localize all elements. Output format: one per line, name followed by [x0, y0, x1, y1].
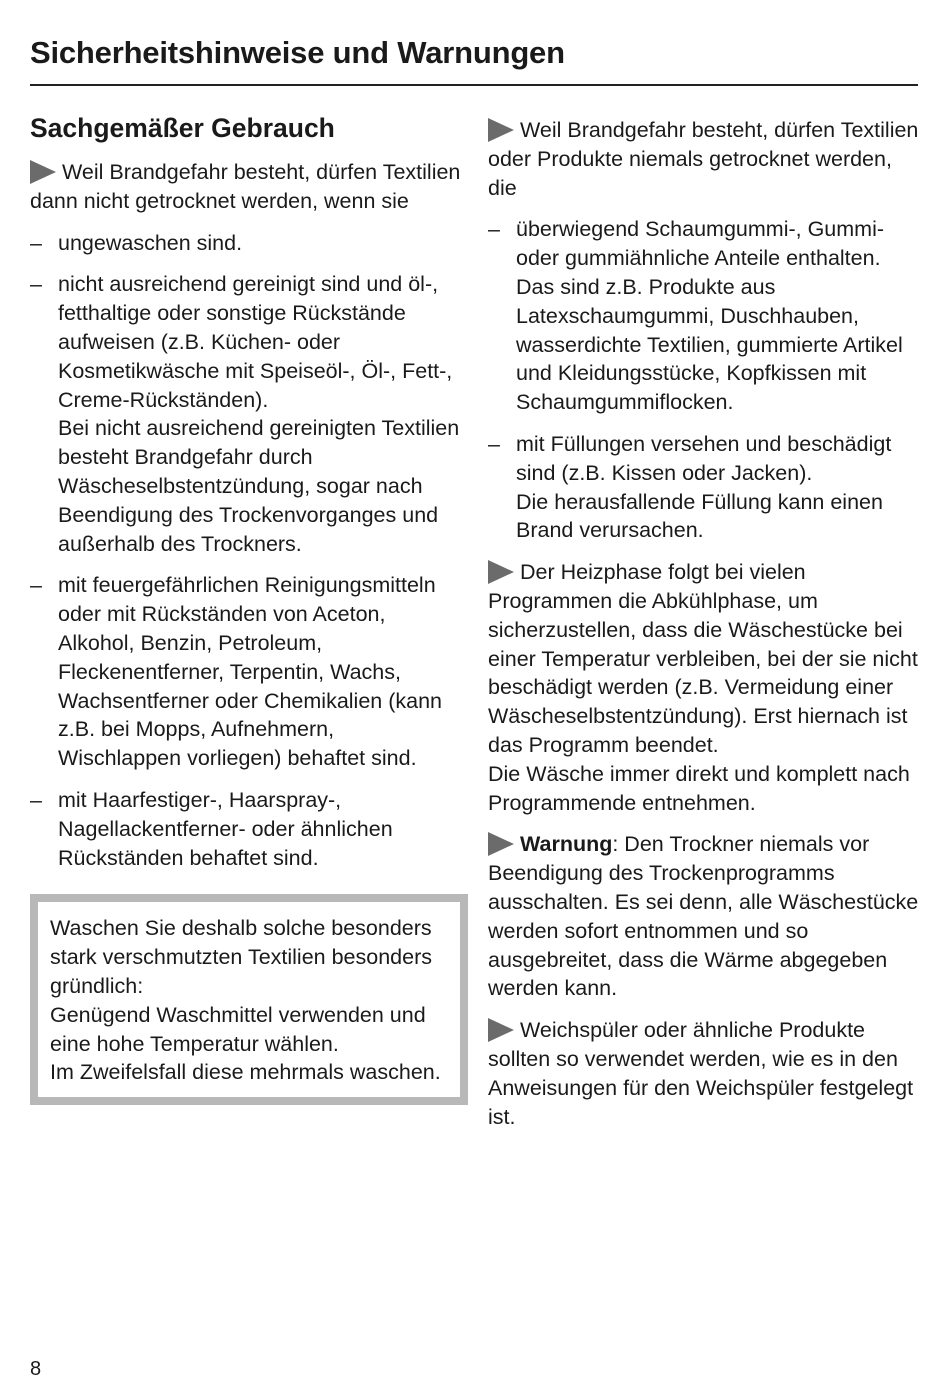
list-item	[30, 571, 462, 773]
right-column	[488, 116, 920, 1144]
list-item-text: mit feuergefährlichen Reinigungsmitteln oder mit Rückständen von Aceton, Alkohol, Benzin, Petroleum, Fleckenentferner, Terpentin, Wachs, Wachsentferner oder Chemikalien (kann z.B. bei Mopps, Aufnehmern, Wischlappen vorliegen) behaftet sind.	[58, 573, 442, 771]
condition-list	[30, 229, 462, 873]
list-item-text: mit Füllungen versehen und beschädigt sind (z.B. Kissen oder Jacken).	[516, 431, 892, 485]
notice-line: Genügend Waschmittel verwenden und eine hohe Temperatur wählen.	[50, 1002, 426, 1056]
warning-paragraph-switch-off	[488, 830, 920, 1003]
warning-label: Warnung	[520, 832, 613, 857]
warning-text: Weichspüler oder ähnliche Produkte sollten so verwendet werden, wie es in den Anweisungen für den Weichspüler festgelegt ist.	[488, 1018, 914, 1129]
page-number: 8	[30, 1358, 42, 1380]
left-column	[30, 112, 462, 1105]
dash-marker: –	[30, 573, 42, 598]
list-item-note: Die herausfallende Füllung kann einen Brand verursachen.	[516, 489, 883, 543]
triangle-arrow-icon	[488, 118, 514, 142]
notice-line: Im Zweifelsfall diese mehrmals waschen.	[50, 1060, 441, 1085]
notice-box	[30, 894, 468, 1105]
triangle-arrow-icon	[30, 160, 56, 184]
warning-text: Der Heizphase folgt bei vielen Programmen die Abkühlphase, um sicherzustellen, dass die Wäschestücke bei einer Temperatur verbleiben, bei der sie nicht beschädigt werden (z.B. Vermeidung einer Wäscheselbstentzündung). Erst hiernach ist das Programm beendet.	[488, 560, 918, 757]
notice-line: Waschen Sie deshalb solche besonders stark verschmutzten Textilien besonders gründlich:	[50, 916, 433, 998]
warning-paragraph-cooling	[488, 558, 920, 817]
warning-paragraph-intro	[30, 158, 462, 216]
section-heading: Sachgemäßer Gebrauch	[30, 113, 335, 143]
list-item-note: Bei nicht ausreichend gereinigten Textilien besteht Brandgefahr durch Wäscheselbstentzündung, sogar nach Beendigung des Trockenvorganges und außerhalb des Trockners.	[58, 416, 460, 556]
warning-paragraph-softener	[488, 1016, 920, 1131]
dash-marker: –	[30, 230, 42, 255]
list-item-text: überwiegend Schaumgummi-, Gummi- oder gummiähnliche Anteile enthalten. Das sind z.B. Produkte aus Latexschaumgummi, Duschhauben, wasserdichte Textilien, gummierte Artikel und Kleidungsstücke, Kopfkissen mit Schaumgummiflocken.	[516, 217, 903, 415]
dash-marker: –	[30, 272, 42, 297]
list-item-text: mit Haarfestiger-, Haarspray-, Nagellackentferner- oder ähnlichen Rückständen behaftet sind.	[58, 787, 393, 870]
list-item-text: nicht ausreichend gereinigt sind und öl-, fetthaltige oder sonstige Rückstände aufweisen (z.B. Küchen- oder Kosmetikwäsche mit Speiseöl-, Öl-, Fett-, Creme-Rückständen).	[58, 272, 453, 412]
list-item	[30, 229, 462, 258]
list-item	[30, 786, 462, 872]
condition-list	[488, 215, 920, 545]
list-item-text: ungewaschen sind.	[58, 230, 243, 255]
warning-text: Weil Brandgefahr besteht, dürfen Textilien dann nicht getrocknet werden, wenn sie	[30, 160, 461, 213]
triangle-arrow-icon	[488, 1018, 514, 1042]
list-item	[488, 430, 920, 545]
warning-note: Die Wäsche immer direkt und komplett nach Programmende entnehmen.	[488, 761, 910, 815]
dash-marker: –	[30, 787, 42, 812]
page-title: Sicherheitshinweise und Warnungen	[30, 35, 565, 70]
triangle-arrow-icon	[488, 560, 514, 584]
warning-text: Weil Brandgefahr besteht, dürfen Textilien oder Produkte niemals getrocknet werden, die	[488, 118, 919, 200]
list-item	[30, 270, 462, 558]
list-item	[488, 215, 920, 417]
dash-marker: –	[488, 217, 500, 242]
warning-text: : Den Trockner niemals vor Beendigung des Trockenprogramms ausschalten. Es sei denn, alle Wäschestücke werden sofort entnommen und so ausgebreitet, dass die Wärme abgegeben werden kann.	[488, 832, 919, 1001]
title-divider	[30, 84, 918, 86]
warning-paragraph-rubber	[488, 116, 920, 202]
triangle-arrow-icon	[488, 832, 514, 856]
dash-marker: –	[488, 431, 500, 456]
